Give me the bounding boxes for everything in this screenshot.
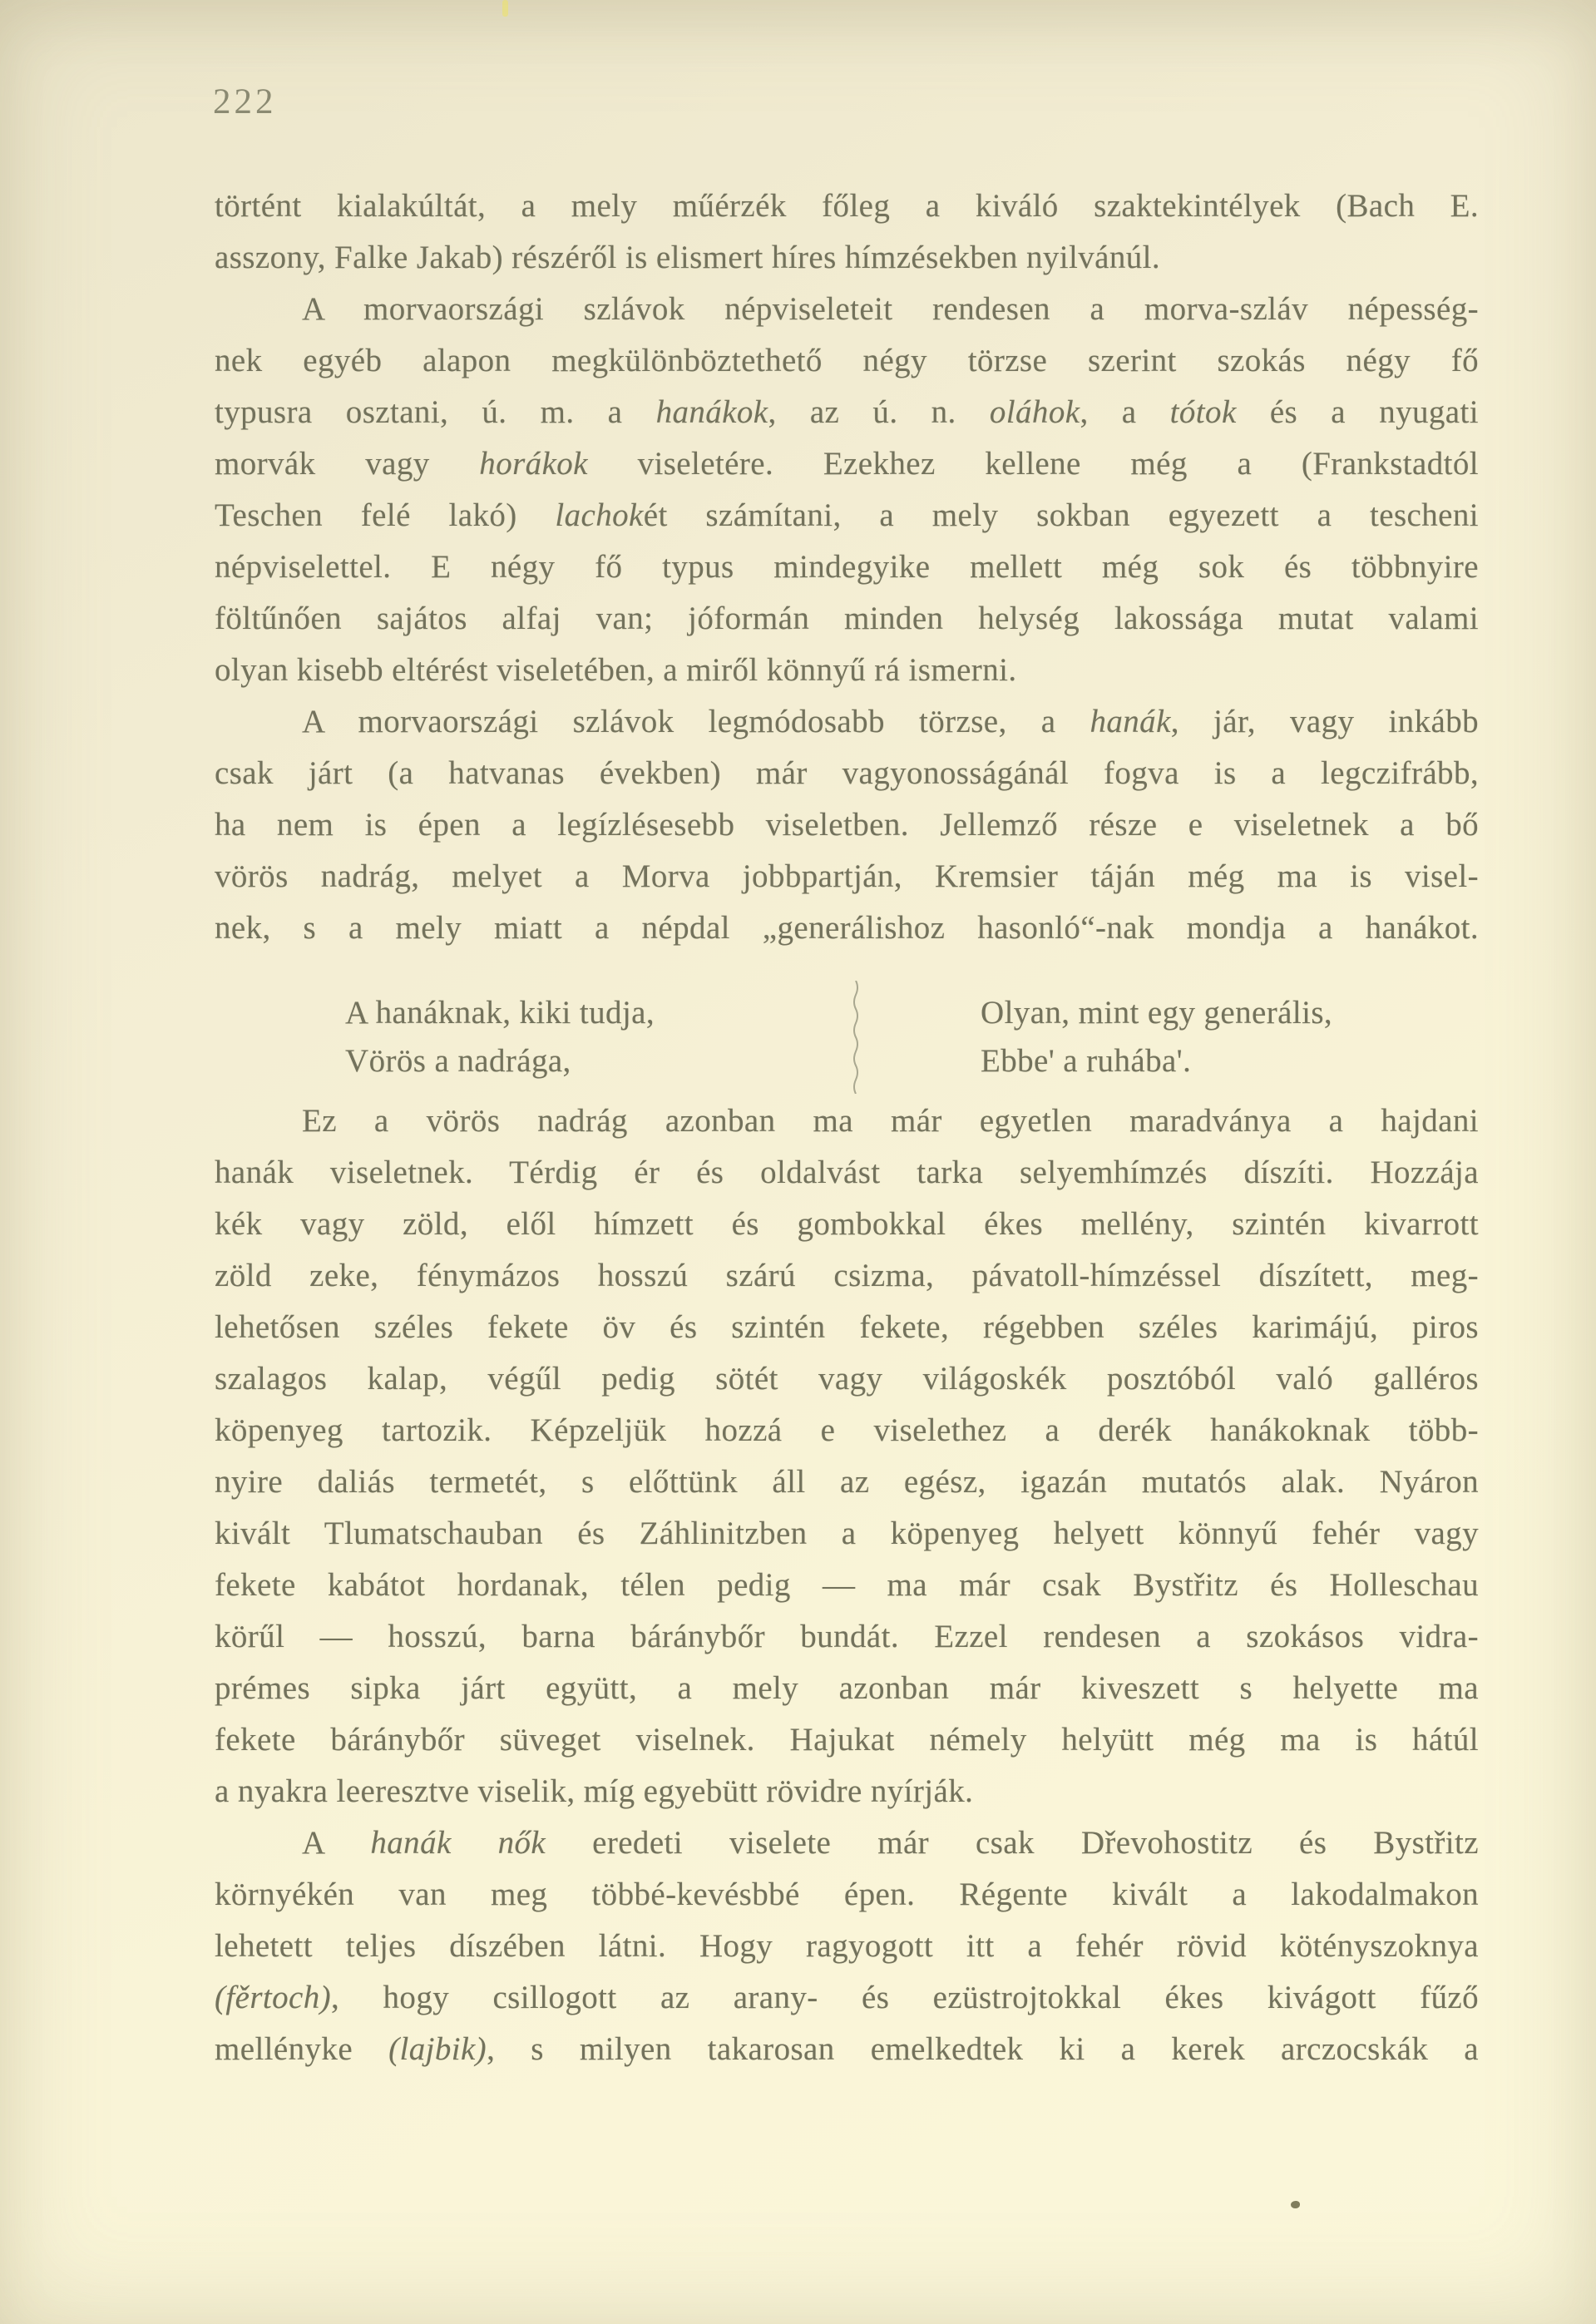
verse-right-column — [981, 989, 1332, 1085]
text-line — [215, 1817, 1479, 1869]
text-segment: , hogy csillogott az arany- és ezüstrojtokkal ékes kivágott fűző — [331, 1980, 1479, 2015]
text-segment: A morvaországi szlávok népviseleteit rendesen a morva-szláv népesség- — [302, 291, 1479, 327]
text-line — [215, 1921, 1479, 1972]
text-line — [215, 851, 1479, 902]
text-segment: lehetett teljes díszében látni. Hogy ragyogott itt a fehér rövid kötényszoknya — [215, 1928, 1479, 1964]
italic-term: (lajbik) — [388, 2031, 487, 2067]
verse-line: A hanáknak, kiki tudja, — [345, 995, 655, 1031]
italic-term: hanákok — [655, 394, 768, 430]
italic-term: hanák nők — [370, 1825, 546, 1861]
text-segment: eredeti viselete már csak Dřevohostitz és Bystřitz — [546, 1825, 1479, 1861]
text-segment: zöld zeke, fénymázos hosszú szárú csizma, pávatoll-hímzéssel díszített, meg- — [215, 1258, 1479, 1293]
text-segment: a nyakra leeresztve viselik, míg egyebütt rövidre nyírják. — [215, 1773, 974, 1809]
verse-left-column — [345, 989, 655, 1085]
text-segment: , az ú. n. — [768, 394, 990, 430]
text-segment: , a — [1080, 394, 1170, 430]
text-line — [215, 593, 1479, 645]
text-line — [215, 387, 1479, 438]
page-number: 222 — [213, 82, 277, 121]
text-line — [215, 902, 1479, 954]
text-line — [215, 1714, 1479, 1766]
folk-song-verse — [215, 989, 1479, 1085]
text-line — [215, 1869, 1479, 1921]
italic-term: lachok — [555, 497, 644, 533]
text-segment: fekete kabátot hordanak, télen pedig — ma már csak Bystřitz és Holleschau — [215, 1567, 1479, 1603]
text-segment: asszony, Falke Jakab) részéről is elismert híres hímzésekben nyilvánúl. — [215, 240, 1161, 275]
text-segment: történt kialakúltát, a mely műérzék főleg a kiváló szaktekintélyek (Bach E. — [215, 188, 1479, 224]
text-line — [215, 180, 1479, 232]
text-line — [215, 1456, 1479, 1508]
text-line — [215, 1611, 1479, 1663]
text-segment: , jár, vagy inkább — [1170, 704, 1479, 739]
text-line — [215, 1302, 1479, 1353]
text-segment: hanák viseletnek. Térdig ér és oldalvást tarka selyemhímzés díszíti. Hozzája — [215, 1155, 1479, 1190]
text-segment: nek, s a mely miatt a népdal „generálishoz hasonló“-nak mondja a hanákot. — [215, 910, 1479, 946]
italic-term: horákok — [479, 446, 588, 482]
text-segment: kék vagy zöld, elől hímzett és gombokkal ékes mellény, szintén kivarrott — [215, 1206, 1479, 1242]
text-segment: föltűnően sajátos alfaj van; jóformán minden helység lakossága mutat valami — [215, 601, 1479, 636]
text-line — [215, 335, 1479, 387]
text-line — [215, 1405, 1479, 1456]
text-segment: vörös nadrág, melyet a Morva jobbpartján, Kremsier táján még ma is visel- — [215, 858, 1479, 894]
text-segment: csak járt (a hatvanas években) már vagyonosságánál fogva is a legczifrább, — [215, 755, 1479, 791]
verse-line: Olyan, mint egy generális, — [981, 995, 1333, 1031]
text-line — [215, 799, 1479, 851]
text-segment: morvák vagy — [215, 446, 480, 482]
text-segment: környékén van meg többé-kevésbbé épen. Régente kivált a lakodalmakon — [215, 1877, 1479, 1912]
text-line — [215, 1147, 1479, 1199]
text-segment: nyire daliás termetét, s előttünk áll az egész, igazán mutatós alak. Nyáron — [215, 1464, 1479, 1500]
text-line — [215, 2024, 1479, 2075]
text-segment: A — [302, 1825, 371, 1861]
text-segment: lehetősen széles fekete öv és szintén fekete, régebben széles karimájú, piros — [215, 1309, 1479, 1345]
text-segment: typusra osztani, ú. m. a — [215, 394, 656, 430]
text-segment: viseletére. Ezekhez kellene még a (Frankstadtól — [587, 446, 1479, 482]
text-line — [215, 1663, 1479, 1714]
text-line — [215, 645, 1479, 696]
text-segment: , s milyen takarosan emelkedtek ki a kerek arczocskák a — [487, 2031, 1479, 2067]
text-line — [215, 438, 1479, 490]
text-line — [215, 1508, 1479, 1560]
text-segment: kivált Tlumatschauban és Záhlinitzben a köpenyeg helyett könnyű fehér vagy — [215, 1516, 1479, 1551]
italic-term: (fěrtoch) — [215, 1980, 332, 2015]
wavy-divider-icon — [852, 981, 860, 1110]
italic-term: tótok — [1169, 394, 1237, 430]
text-segment: és a nyugati — [1236, 394, 1479, 430]
italic-term: hanák — [1090, 704, 1171, 739]
verse-line: Vörös a nadrága, — [345, 1043, 571, 1079]
text-segment: Teschen felé lakó) — [215, 497, 556, 533]
text-line — [215, 490, 1479, 541]
text-line — [215, 748, 1479, 799]
italic-term: oláhok — [989, 394, 1080, 430]
text-segment: fekete báránybőr süveget viselnek. Hajukat némely helyütt még ma is hátúl — [215, 1722, 1479, 1758]
text-line — [215, 1560, 1479, 1611]
text-line — [215, 1250, 1479, 1302]
scan-streak-artifact — [502, 0, 508, 17]
text-line — [215, 232, 1479, 284]
text-segment: A morvaországi szlávok legmódosabb törzse, a — [302, 704, 1090, 739]
text-segment: ha nem is épen a legízlésesebb viseletben. Jellemző része e viseletnek a bő — [215, 807, 1479, 843]
text-line — [215, 1199, 1479, 1250]
text-segment: körűl — hosszú, barna báránybőr bundát. Ezzel rendesen a szokásos vidra- — [215, 1619, 1479, 1654]
ink-dot-artifact — [1291, 2201, 1300, 2208]
text-line — [215, 1353, 1479, 1405]
page-text — [215, 180, 1479, 2075]
text-segment: olyan kisebb eltérést viseletében, a miről könnyű rá ismerni. — [215, 652, 1017, 688]
text-line — [215, 1972, 1479, 2024]
text-segment: prémes sipka járt együtt, a mely azonban már kiveszett s helyette ma — [215, 1670, 1479, 1706]
text-segment: szalagos kalap, végűl pedig sötét vagy világoskék posztóból való galléros — [215, 1361, 1479, 1397]
text-segment: köpenyeg tartozik. Képzeljük hozzá e viselethez a derék hanákoknak több- — [215, 1412, 1479, 1448]
text-line — [215, 541, 1479, 593]
text-line — [215, 1766, 1479, 1817]
text-line — [215, 284, 1479, 335]
verse-line: Ebbe' a ruhába'. — [981, 1043, 1192, 1079]
text-line — [215, 696, 1479, 748]
text-segment: mellényke — [215, 2031, 389, 2067]
text-segment: ét számítani, a mely sokban egyezett a tescheni — [643, 497, 1479, 533]
text-segment: Ez a vörös nadrág azonban ma már egyetlen maradványa a hajdani — [302, 1103, 1479, 1139]
text-line — [215, 1095, 1479, 1147]
text-segment: népviselettel. E négy fő typus mindegyike mellett még sok és többnyire — [215, 549, 1479, 585]
text-segment: nek egyéb alapon megkülönböztethető négy törzse szerint szokás négy fő — [215, 343, 1479, 378]
